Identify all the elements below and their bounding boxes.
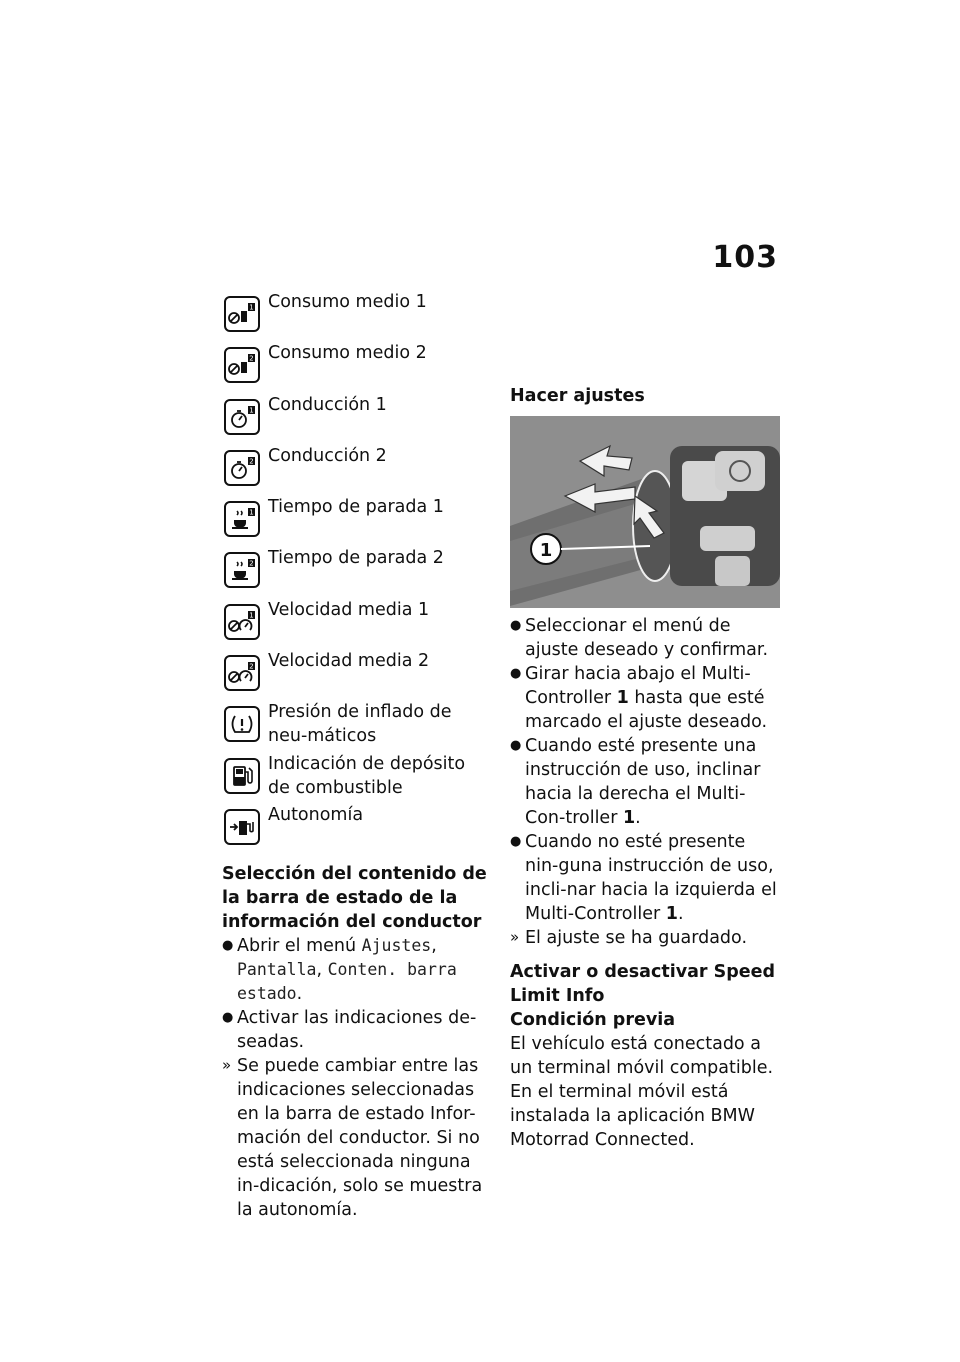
separator: . [296,984,303,1005]
left-column [222,288,490,1222]
list-item-label: Consumo medio 2 [268,343,427,364]
fuel-tank-icon [224,758,260,794]
menu-path-item: Conten. barra estado [237,960,457,1004]
svg-text:1: 1 [249,508,254,517]
stop-time-2-icon [224,552,260,588]
list-item [222,391,490,442]
list-item-label: Presión de inflado de neu-máticos [268,702,452,747]
section-title: Activar o desactivar Speed Limit Info [510,962,776,1006]
bullet-icon: ● [510,618,522,633]
svg-text:2: 2 [249,354,254,363]
list-item-label: Tiempo de parada 1 [268,497,444,518]
step-text: . [677,904,684,924]
list-item-label: Indicación de depósito de combustible [268,753,466,798]
bullet-icon: ● [510,666,522,681]
list-item-label: Consumo medio 1 [268,292,427,312]
list-item-label: Velocidad media 2 [268,651,430,672]
list-item-label: Tiempo de parada 2 [268,548,444,569]
step-text: Activar las indicaciones de-seadas. [237,1008,477,1053]
list-item-label: Autonomía [268,804,364,825]
step-text: Cuando esté presente una instrucción de uso, inclinar hacia la derecha el Multi-Con-troller [525,736,761,828]
step-text: Cuando no esté presente nin-guna instrucción de uso, incli-nar hacia la izquierda el Multi-Controller [525,832,777,924]
callout-ref: 1 [616,688,629,708]
bullet-icon: ● [222,1010,234,1026]
result-arrow-icon: » [222,1056,232,1075]
result-arrow-icon: » [510,928,520,946]
list-item [222,339,490,390]
menu-path-item: Ajustes [361,936,432,956]
list-item [222,698,490,749]
step-text: Seleccionar el menú de ajuste deseado y confirmar. [525,616,769,660]
list-item [222,934,490,1006]
menu-path-item: Pantalla [237,960,317,980]
svg-text:2: 2 [249,559,254,568]
svg-text:1: 1 [249,406,254,415]
list-item [510,662,780,734]
result-item [510,926,780,950]
bullet-icon: ● [222,938,234,954]
list-item [222,493,490,544]
section-title: Hacer ajustes [510,386,645,406]
average-speed-2-icon [224,655,260,691]
range-icon [224,809,260,845]
average-speed-1-icon [224,604,260,640]
driving-1-icon [224,399,260,435]
svg-text:2: 2 [249,662,254,671]
list-item [510,830,780,926]
list-item [510,614,780,662]
bullet-icon: ● [510,738,522,753]
tire-pressure-icon [224,706,260,742]
separator: , [431,936,437,957]
svg-text:1: 1 [249,611,254,620]
result-text: Se puede cambiar entre las indicaciones seleccionadas en la barra de estado Infor-mación del conductor. Si no está seleccionada ninguna in-dicación, solo se muestra la autonomía. [237,1056,483,1221]
callout-ref: 1 [622,808,636,828]
section-subtitle: Condición previa [510,1010,676,1030]
list-item [510,734,780,830]
result-item [222,1054,490,1222]
list-item-label: Conducción 1 [268,394,387,415]
paragraph: El vehículo está conectado a un terminal móvil compatible. En el terminal móvil está instalada la aplicación BMW Motorrad Connected. [510,1034,774,1150]
list-item [222,288,490,339]
separator: , [316,960,328,981]
average-consumption-1-icon [224,296,260,332]
step-text: Girar hacia abajo el Multi-Controller [525,664,751,708]
list-item-label: Velocidad media 1 [268,599,430,620]
driving-2-icon [224,450,260,486]
stop-time-1-icon [224,501,260,537]
list-item [222,801,490,852]
bullet-icon: ● [510,834,522,849]
list-item-label: Conducción 2 [268,445,387,466]
multi-controller-figure [510,416,780,608]
average-consumption-2-icon [224,347,260,383]
step-text: . [635,808,641,828]
right-column [510,288,780,1152]
step-text: hasta que esté marcado el ajuste deseado. [525,688,768,732]
section-title: Selección del contenido de la barra de estado de la información del conductor [222,864,487,933]
callout-ref: 1 [665,904,678,924]
figure-callout-label: 1 [539,540,553,561]
step-text: Abrir el menú [237,936,362,957]
page-number: 103 [712,240,778,275]
result-text: El ajuste se ha guardado. [525,928,748,948]
list-item [222,544,490,595]
list-item [222,442,490,493]
list-item [222,647,490,698]
list-item [222,1006,490,1054]
svg-text:2: 2 [249,457,254,466]
list-item [222,750,490,801]
svg-text:1: 1 [249,303,254,312]
list-item [222,596,490,647]
